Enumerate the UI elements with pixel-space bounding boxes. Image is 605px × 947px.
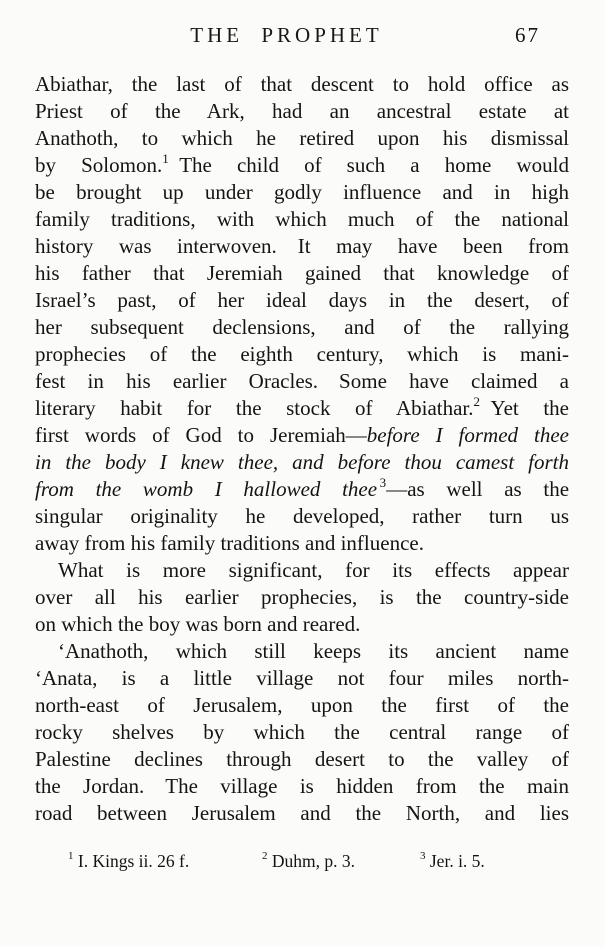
- page-header: [35, 23, 570, 49]
- text-line: [35, 314, 569, 341]
- body-run: Abiathar, the last of that descent to hold office as: [35, 72, 569, 96]
- body-run: literary habit for the stock of Abiathar.: [35, 396, 474, 420]
- body-run: Palestine declines through desert to the valley of: [35, 747, 569, 771]
- text-line: [35, 530, 569, 557]
- footnote-text: Duhm, p. 3.: [267, 851, 355, 871]
- body-run: —as well as the: [386, 477, 570, 501]
- body-run: over all his earlier prophecies, is the country-side: [35, 585, 569, 609]
- footnote: [420, 851, 485, 872]
- text-line: [35, 125, 569, 152]
- text-line: [35, 611, 569, 638]
- footnote-text: I. Kings ii. 26 f.: [73, 851, 190, 871]
- text-line: [35, 557, 569, 584]
- body-run: away from his family traditions and influence.: [35, 531, 424, 555]
- body-run: Yet the: [480, 396, 569, 420]
- body-run: first words of God to Jeremiah—: [35, 423, 367, 447]
- text-line: [35, 638, 569, 665]
- footnote-ref: 2: [473, 394, 481, 409]
- text-line: [35, 665, 569, 692]
- footnote: [262, 851, 355, 872]
- text-line: [35, 449, 569, 476]
- body-text: [35, 71, 569, 827]
- text-line: [35, 179, 569, 206]
- body-run: Israel’s past, of her ideal days in the desert, of: [35, 288, 569, 312]
- page-number: 67: [515, 23, 540, 47]
- footnote: [68, 851, 189, 872]
- body-run: on which the boy was born and reared.: [35, 612, 361, 636]
- footnote-ref: 3: [377, 475, 387, 490]
- body-run: north-east of Jerusalem, upon the first of the: [35, 693, 569, 717]
- text-line: [35, 503, 569, 530]
- text-line: [35, 233, 569, 260]
- body-run: history was interwoven. It may have been from: [35, 234, 569, 258]
- body-run: ‘Anathoth, which still keeps its ancient name: [58, 639, 569, 663]
- quote-italic-text: before I formed thee: [366, 423, 569, 447]
- text-line: [35, 773, 569, 800]
- body-run: be brought up under godly influence and in high: [35, 180, 569, 204]
- footnote-ref: 1: [162, 151, 169, 166]
- body-run: prophecies of the eighth century, which is mani-: [35, 342, 569, 366]
- text-line: [35, 584, 569, 611]
- footnote-marker: 3: [420, 850, 426, 863]
- body-run: rocky shelves by which the central range of: [35, 720, 569, 744]
- text-line: [35, 476, 569, 503]
- text-line: [35, 152, 569, 179]
- footnote-text: Jer. i. 5.: [425, 851, 485, 871]
- footnote-marker: 2: [262, 850, 268, 863]
- text-line: [35, 260, 569, 287]
- footnote-marker: 1: [68, 850, 74, 863]
- body-run: his father that Jeremiah gained that knowledge of: [35, 261, 569, 285]
- body-run: Priest of the Ark, had an ancestral estate at: [35, 99, 569, 123]
- text-line: [35, 719, 569, 746]
- text-line: [35, 422, 569, 449]
- text-line: [35, 71, 569, 98]
- body-run: by Solomon.: [35, 153, 163, 177]
- body-run: The child of such a home would: [168, 153, 569, 177]
- text-line: [35, 746, 569, 773]
- body-run: Anathoth, to which he retired upon his dismissal: [35, 126, 569, 150]
- text-line: [35, 800, 569, 827]
- quote-italic-text: in the body I knew thee, and before thou camest forth: [35, 450, 569, 474]
- text-line: [35, 341, 569, 368]
- body-run: ‘Anata, is a little village not four miles north-: [35, 666, 569, 690]
- body-run: road between Jerusalem and the North, and lies: [35, 801, 569, 825]
- text-line: [35, 98, 569, 125]
- quote-italic-text: from the womb I hallowed thee: [35, 477, 378, 501]
- body-run: singular originality he developed, rather turn us: [35, 504, 569, 528]
- body-run: her subsequent declensions, and of the rallying: [35, 315, 569, 339]
- text-line: [35, 206, 569, 233]
- body-run: What is more significant, for its effects appear: [58, 558, 569, 582]
- body-run: family traditions, with which much of the national: [35, 207, 569, 231]
- body-run: fest in his earlier Oracles. Some have claimed a: [35, 369, 569, 393]
- page-title: THE PROPHET: [190, 23, 383, 47]
- text-line: [35, 692, 569, 719]
- text-line: [35, 395, 569, 422]
- text-line: [35, 368, 569, 395]
- body-run: the Jordan. The village is hidden from the main: [35, 774, 569, 798]
- text-line: [35, 287, 569, 314]
- footnotes: [35, 851, 570, 879]
